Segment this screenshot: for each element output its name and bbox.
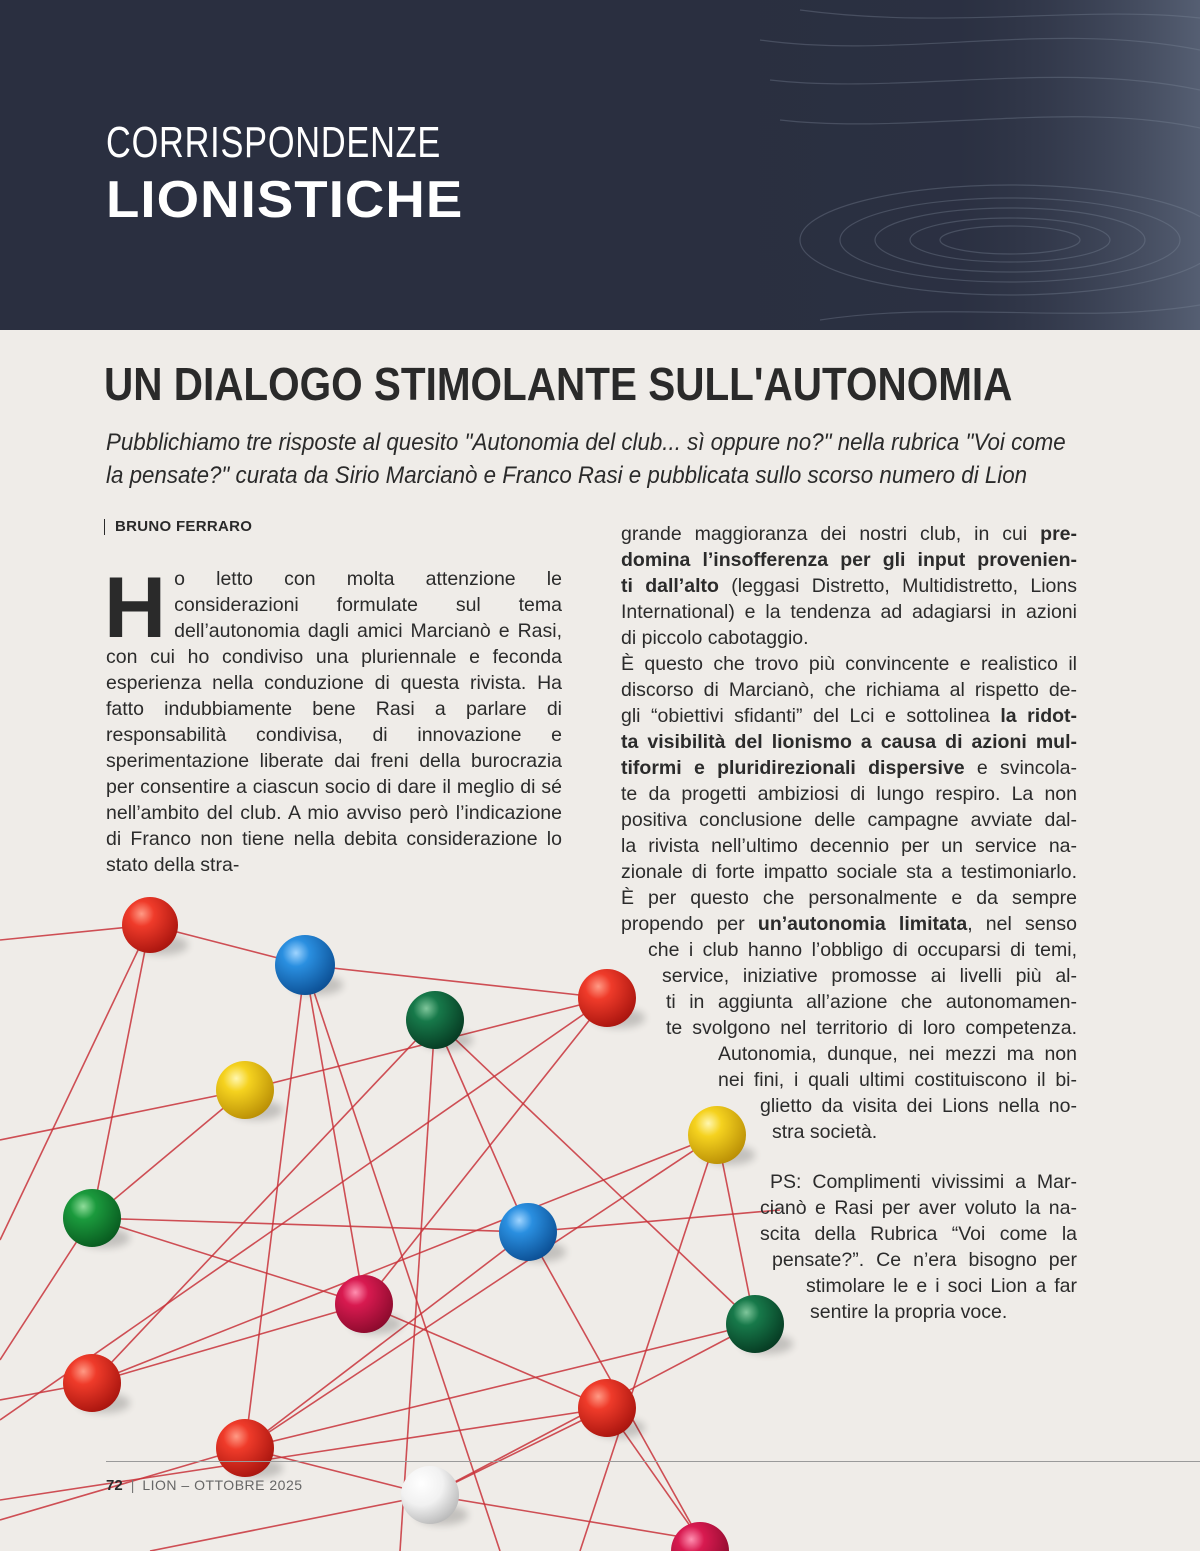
body-line-right: International) e la tendenza ad adagiarsi in azioni bbox=[621, 601, 1077, 623]
author-name: BRUNO FERRARO bbox=[115, 518, 253, 535]
body-line-right: Autonomia, dunque, nei mezzi ma non bbox=[718, 1043, 1077, 1065]
article-headline bbox=[104, 358, 1012, 410]
body-column-left bbox=[104, 560, 562, 878]
body-line-right: glietto da visita dei Lions nella no- bbox=[760, 1095, 1077, 1117]
article-standfirst bbox=[106, 426, 1092, 492]
body-line-right: ta visibilità del lionismo a causa di azioni mul- bbox=[621, 731, 1077, 753]
body-line-right: gli “obiettivi sfidanti” del Lci e sottolinea la ridot- bbox=[621, 705, 1078, 727]
magazine-issue: LION – OTTOBRE 2025 bbox=[142, 1477, 303, 1493]
body-line-right: ti dall’alto (leggasi Distretto, Multidistretto, Lions bbox=[621, 575, 1077, 597]
ps-line: pensate?”. Ce n’era bisogno per bbox=[772, 1249, 1077, 1271]
section-header bbox=[0, 0, 1200, 330]
body-line-right: tiformi e pluridirezionali dispersive e svincola- bbox=[621, 757, 1077, 779]
drop-cap: H bbox=[104, 560, 167, 656]
ps-line: scita della Rubrica “Voi come la bbox=[760, 1223, 1077, 1245]
ps-line: sentire la propria voce. bbox=[810, 1301, 1008, 1323]
page-footer bbox=[106, 1477, 303, 1494]
section-kicker: CORRISPONDENZE bbox=[106, 118, 442, 167]
body-line-right: che i club hanno l’obbligo di occuparsi di temi, bbox=[648, 939, 1077, 961]
body-line-right: È questo che trovo più convincente e realistico il bbox=[621, 653, 1077, 675]
body-line-right: grande maggioranza dei nostri club, in cui pre- bbox=[621, 523, 1077, 545]
footer-separator: | bbox=[130, 1477, 135, 1493]
standfirst-line: Pubblichiamo tre risposte al quesito "Autonomia del club... sì oppure no?" nella rubrica "Voi come bbox=[106, 429, 1066, 456]
body-line-right: te da progetti ambiziosi di lungo respiro. La non bbox=[621, 783, 1077, 805]
ps-line: PS: Complimenti vivissimi a Mar- bbox=[770, 1171, 1077, 1193]
body-line-right: ti in aggiunta all’azione che autonomamen- bbox=[666, 991, 1077, 1013]
body-line-right: la rivista nell’ultimo decennio per un service na- bbox=[621, 835, 1077, 857]
body-line-right: di piccolo cabotaggio. bbox=[621, 627, 809, 649]
footer-rule bbox=[106, 1461, 1200, 1462]
body-text-left: o letto con molta attenzione le considerazioni formulate sul tema dell’autonomia dagli amici Marcianò e Rasi, con cui ho condiviso una pluriennale e feconda esperienza nella conduzione di questa rivista. Ha fatto indubbiamente bene Rasi a parlare di responsabilità condivisa, di innovazione e sperimentazione liberate dai freni della burocrazia per consentire a ciascun socio di dare il meglio di sé nell’ambito del club. A mio avviso però l’indicazione di Franco non tiene nella debita considerazione lo stato della stra- bbox=[106, 568, 562, 876]
body-line-right: zionale di forte impatto sociale sta a testimoniarlo. bbox=[621, 861, 1077, 883]
body-line-right: stra società. bbox=[772, 1121, 878, 1143]
standfirst-line: la pensate?" curata da Sirio Marcianò e Franco Rasi e pubblicata sullo scorso numero di Lion bbox=[106, 462, 1028, 489]
body-line-right: te svolgono nel territorio di loro competenza. bbox=[666, 1017, 1077, 1039]
byline bbox=[104, 518, 252, 535]
ps-line: stimolare le e i soci Lion a far bbox=[806, 1275, 1077, 1297]
body-line-right: positiva conclusione delle campagne avviate dal- bbox=[621, 809, 1077, 831]
section-title: LIONISTICHE bbox=[106, 171, 464, 229]
headline-bold: AUTONOMIA bbox=[763, 358, 1013, 410]
body-line-right: È per questo che personalmente e da sempre bbox=[621, 887, 1077, 909]
body-line-right: service, iniziative promosse ai livelli più al- bbox=[662, 965, 1077, 987]
headline-light: UN DIALOGO STIMOLANTE SULL' bbox=[104, 358, 764, 410]
body-line-right: discorso di Marcianò, che richiama al rispetto de- bbox=[621, 679, 1077, 701]
ps-line: cianò e Rasi per aver voluto la na- bbox=[760, 1197, 1077, 1219]
body-line-right: nei fini, i quali ultimi costituiscono il bi- bbox=[718, 1069, 1077, 1091]
byline-divider bbox=[104, 519, 105, 535]
page-number: 72 bbox=[106, 1477, 123, 1494]
body-line-right: domina l’insofferenza per gli input provenien- bbox=[621, 549, 1077, 571]
body-line-right: propendo per un’autonomia limitata, nel senso bbox=[621, 913, 1077, 935]
